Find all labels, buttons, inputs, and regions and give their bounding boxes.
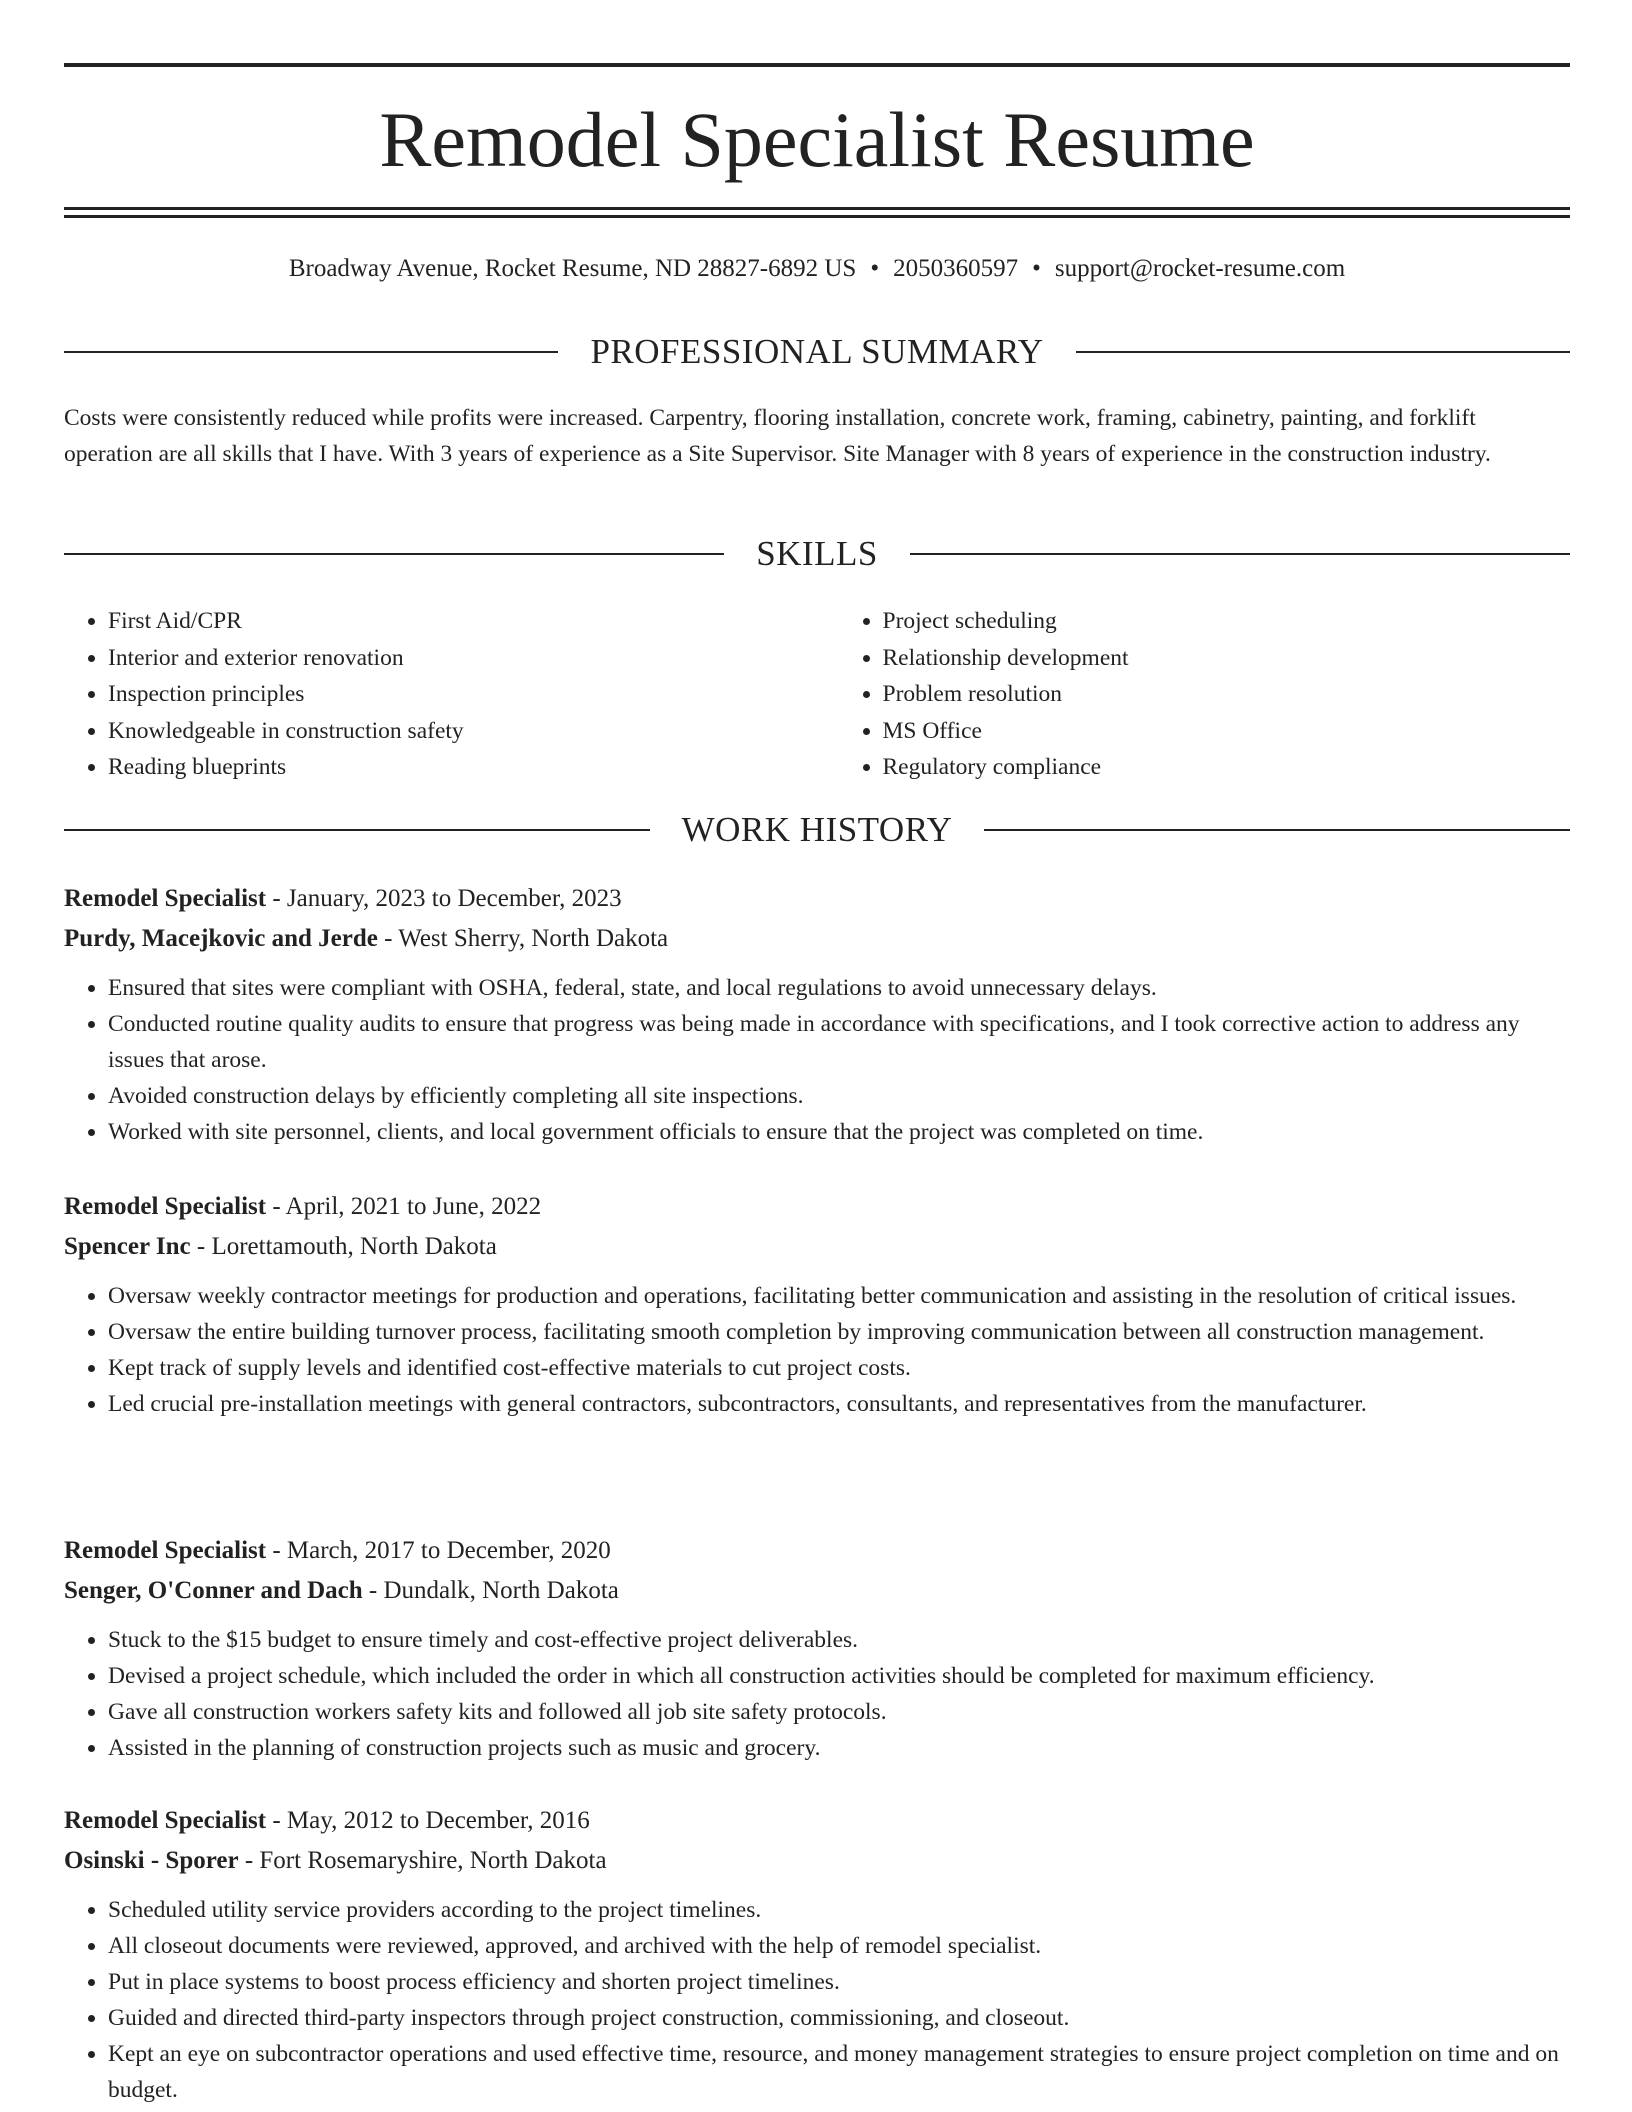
job-bullet: • Oversaw the entire building turnover process, facilitating smooth completion by improving communication between all construction management.: [108, 1314, 1570, 1350]
skill-item: • Reading blueprints: [108, 749, 796, 786]
title-double-rule-upper: [64, 207, 1570, 210]
job-entry: [64, 1187, 1570, 1422]
job-company-line: [64, 1227, 1570, 1267]
job-bullet: • All closeout documents were reviewed, approved, and archived with the help of remodel specialist.: [108, 1928, 1570, 1964]
skill-item: • Relationship development: [883, 640, 1571, 677]
section-title-summary: PROFESSIONAL SUMMARY: [590, 332, 1044, 371]
job-role-line: [64, 1801, 1570, 1841]
job-role-line: [64, 879, 1570, 919]
job-location: - Lorettamouth, North Dakota: [190, 1233, 497, 1260]
top-rule: [64, 63, 1570, 67]
skills-list: [64, 603, 1570, 786]
skill-item: • Interior and exterior renovation: [108, 640, 796, 677]
job-bullet: • Avoided construction delays by efficiently completing all site inspections.: [108, 1078, 1570, 1114]
job-company-line: [64, 1571, 1570, 1611]
job-title: Remodel Specialist: [64, 1537, 267, 1564]
job-title: Remodel Specialist: [64, 885, 267, 912]
job-bullet: • Ensured that sites were compliant with OSHA, federal, state, and local regulations to avoid unnecessary delays.: [108, 970, 1570, 1006]
job-bullet: • Oversaw weekly contractor meetings for production and operations, facilitating better communication and assisting in the resolution of critical issues.: [108, 1278, 1570, 1314]
job-bullet: • Gave all construction workers safety kits and followed all job site safety protocols.: [108, 1694, 1570, 1730]
job-entry: [64, 1531, 1570, 1766]
job-location: - Fort Rosemaryshire, North Dakota: [238, 1847, 607, 1874]
job-bullets: [64, 1278, 1570, 1422]
job-bullet: • Assisted in the planning of construction projects such as music and grocery.: [108, 1730, 1570, 1766]
section-title-work-history: WORK HISTORY: [681, 810, 953, 849]
section-rule-left: [64, 829, 650, 831]
skills-column-left: [64, 603, 796, 786]
skill-item: • Project scheduling: [883, 603, 1571, 640]
job-bullet: • Kept an eye on subcontractor operations and used effective time, resource, and money management strategies to ensure project completion on time and on budget.: [108, 2036, 1570, 2108]
skill-item: • Inspection principles: [108, 676, 796, 713]
job-location: - Dundalk, North Dakota: [362, 1577, 619, 1604]
section-rule-left: [64, 351, 558, 353]
contact-phone: 2050360597: [893, 255, 1019, 282]
job-bullet: • Scheduled utility service providers according to the project timelines.: [108, 1892, 1570, 1928]
job-bullets: [64, 970, 1570, 1150]
section-header-summary: [64, 330, 1570, 374]
section-rule-right: [1076, 351, 1570, 353]
section-rule-right: [910, 553, 1570, 555]
section-header-skills: [64, 532, 1570, 576]
job-company: Osinski - Sporer: [64, 1847, 239, 1874]
job-bullets: [64, 1622, 1570, 1766]
job-bullet: • Devised a project schedule, which included the order in which all construction activities should be completed for maximum efficiency.: [108, 1658, 1570, 1694]
title-double-rule-lower: [64, 215, 1570, 218]
job-entry: [64, 879, 1570, 1150]
job-dates: - May, 2012 to December, 2016: [266, 1807, 590, 1834]
job-bullet: • Stuck to the $15 budget to ensure timely and cost-effective project deliverables.: [108, 1622, 1570, 1658]
section-title-skills: SKILLS: [756, 534, 878, 573]
skill-item: • Problem resolution: [883, 676, 1571, 713]
job-bullet: • Put in place systems to boost process efficiency and shorten project timelines.: [108, 1964, 1570, 2000]
job-company: Purdy, Macejkovic and Jerde: [64, 925, 378, 952]
job-company-line: [64, 919, 1570, 959]
job-bullet: • Led crucial pre-installation meetings with general contractors, subcontractors, consultants, and representatives from the manufacturer.: [108, 1386, 1570, 1422]
job-dates: - January, 2023 to December, 2023: [266, 885, 622, 912]
job-role-line: [64, 1187, 1570, 1227]
skill-item: • MS Office: [883, 713, 1571, 750]
job-title: Remodel Specialist: [64, 1193, 267, 1220]
job-dates: - April, 2021 to June, 2022: [266, 1193, 542, 1220]
job-company: Spencer Inc: [64, 1233, 191, 1260]
summary-text: Costs were consistently reduced while profits were increased. Carpentry, flooring installation, concrete work, framing, cabinetry, painting, and forklift operation are all skills that I have. With 3 years of experience as a Site Supervisor. Site Manager with 8 years of experience in the construction industry.: [64, 405, 1491, 467]
contact-email: support@rocket-resume.com: [1054, 255, 1346, 282]
job-bullet: • Conducted routine quality audits to ensure that progress was being made in accordance with specifications, and I took corrective action to address any issues that arose.: [108, 1006, 1570, 1078]
job-bullet: • Kept track of supply levels and identified cost-effective materials to cut project costs.: [108, 1350, 1570, 1386]
job-entry: [64, 1801, 1570, 2108]
contact-separator: •: [870, 255, 880, 282]
job-dates: - March, 2017 to December, 2020: [266, 1537, 611, 1564]
section-header-work-history: [64, 808, 1570, 852]
job-company: Senger, O'Conner and Dach: [64, 1577, 363, 1604]
resume-title: Remodel Specialist Resume: [379, 96, 1255, 183]
contact-address: Broadway Avenue, Rocket Resume, ND 28827-6892 US: [288, 255, 857, 282]
section-rule-right: [984, 829, 1570, 831]
job-role-line: [64, 1531, 1570, 1571]
job-bullet: • Guided and directed third-party inspectors through project construction, commissioning, and closeout.: [108, 2000, 1570, 2036]
section-rule-left: [64, 553, 724, 555]
job-location: - West Sherry, North Dakota: [377, 925, 669, 952]
job-title: Remodel Specialist: [64, 1807, 267, 1834]
job-company-line: [64, 1841, 1570, 1881]
skill-item: • Regulatory compliance: [883, 749, 1571, 786]
skills-column-right: [839, 603, 1571, 786]
skill-item: • First Aid/CPR: [108, 603, 796, 640]
job-bullets: [64, 1892, 1570, 2108]
contact-line: [64, 253, 1570, 285]
skill-item: • Knowledgeable in construction safety: [108, 713, 796, 750]
job-bullet: • Worked with site personnel, clients, and local government officials to ensure that the project was completed on time.: [108, 1114, 1570, 1150]
contact-separator: •: [1032, 255, 1041, 282]
